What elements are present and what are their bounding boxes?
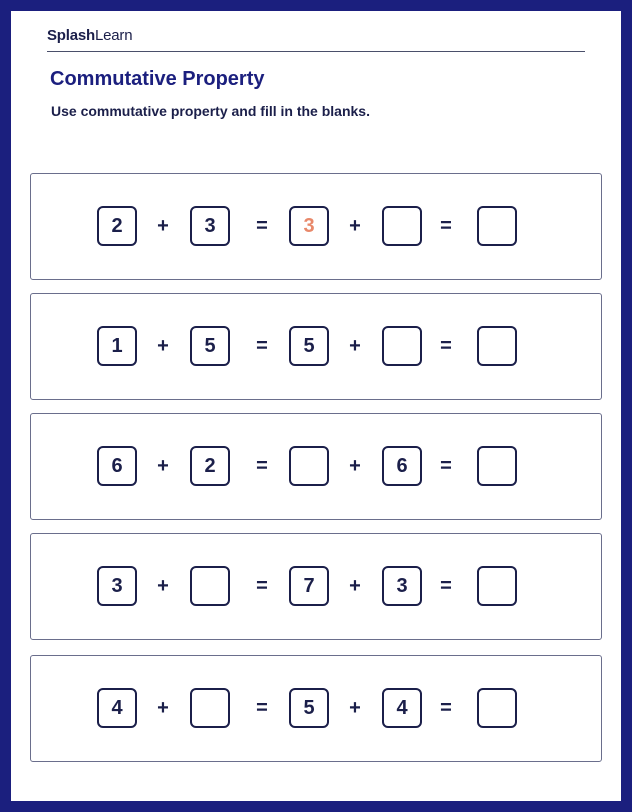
addend-box: 4 [97,688,137,728]
plus-sign: + [157,214,169,237]
addend-box: 1 [97,326,137,366]
equals-sign: = [440,334,452,357]
addend-box: 7 [289,566,329,606]
answer-box[interactable] [382,326,422,366]
instructions: Use commutative property and fill in the blanks. [51,103,370,119]
answer-box[interactable] [382,206,422,246]
splashlearn-logo: SplashLearn [47,27,133,44]
addend-box: 5 [289,326,329,366]
answer-box[interactable] [289,446,329,486]
plus-sign: + [349,334,361,357]
header-divider [47,51,585,52]
addend-box: 6 [97,446,137,486]
addend-box: 3 [190,206,230,246]
problem-card-3 [30,413,602,520]
problem-card-4 [30,533,602,640]
sum-box[interactable] [477,688,517,728]
sum-box[interactable] [477,446,517,486]
addend-box: 3 [97,566,137,606]
addend-box: 4 [382,688,422,728]
sum-box[interactable] [477,326,517,366]
equals-sign: = [256,334,268,357]
answer-box[interactable] [190,566,230,606]
addend-box: 3 [382,566,422,606]
equals-sign: = [440,454,452,477]
equals-sign: = [256,454,268,477]
equals-sign: = [440,574,452,597]
equals-sign: = [256,214,268,237]
addend-box: 2 [190,446,230,486]
addend-box: 6 [382,446,422,486]
equals-sign: = [256,696,268,719]
plus-sign: + [157,696,169,719]
equals-sign: = [440,214,452,237]
equals-sign: = [440,696,452,719]
sum-box[interactable] [477,566,517,606]
plus-sign: + [349,574,361,597]
addend-box: 5 [289,688,329,728]
plus-sign: + [349,214,361,237]
page-title: Commutative Property [50,68,265,90]
answer-box-filled-example[interactable]: 3 [289,206,329,246]
worksheet [11,11,621,801]
plus-sign: + [349,696,361,719]
sum-box[interactable] [477,206,517,246]
problem-card-5 [30,655,602,762]
problem-card-2 [30,293,602,400]
equals-sign: = [256,574,268,597]
plus-sign: + [349,454,361,477]
answer-box[interactable] [190,688,230,728]
plus-sign: + [157,574,169,597]
addend-box: 5 [190,326,230,366]
addend-box: 2 [97,206,137,246]
plus-sign: + [157,334,169,357]
plus-sign: + [157,454,169,477]
problem-card-1 [30,173,602,280]
